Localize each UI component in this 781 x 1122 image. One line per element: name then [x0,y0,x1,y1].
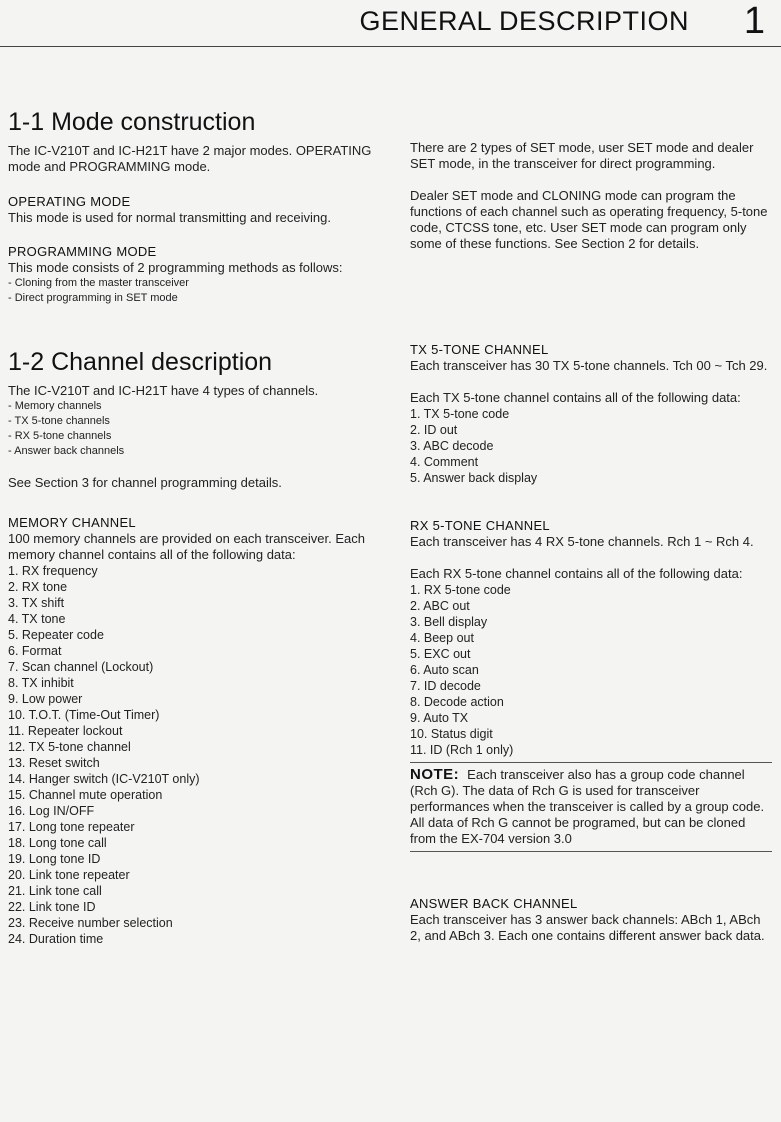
section-heading-mode-construction: 1-1 Mode construction [8,108,256,136]
list-item: 18. Long tone call [8,836,107,850]
list-item: 2. ID out [410,423,458,437]
list-item: 9. Low power [8,692,83,706]
list-item: 3. Bell display [410,615,488,629]
tx-channel-heading: TX 5-TONE CHANNEL [410,342,549,357]
list-item: 4. TX tone [8,612,66,626]
list-item: 11. Repeater lockout [8,724,123,738]
list-item: 3. TX shift [8,596,65,610]
operating-mode-heading: OPERATING MODE [8,194,131,209]
programming-methods-list [8,276,380,306]
page-title: GENERAL DESCRIPTION [359,6,689,36]
channel-types-list [8,399,380,459]
list-item: - Cloning from the master transceiver [8,277,189,289]
list-item: - RX 5-tone channels [8,430,112,442]
rx-channel-text: Each transceiver has 4 RX 5-tone channels. Rch 1 ~ Rch 4. [410,534,754,549]
list-item: 10. Status digit [410,727,493,741]
list-item: 13. Reset switch [8,756,100,770]
list-item: - Memory channels [8,400,102,412]
left-column [8,108,380,947]
operating-mode-text: This mode is used for normal transmitting and receiving. [8,210,331,225]
list-item: 6. Format [8,644,62,658]
list-item: 22. Link tone ID [8,900,96,914]
page-header [0,0,781,62]
programming-mode-text: This mode consists of 2 programming methods as follows: [8,260,343,275]
list-item: 7. Scan channel (Lockout) [8,660,154,674]
list-item: 23. Receive number selection [8,916,173,930]
tx-channel-text-2: Each TX 5-tone channel contains all of the following data: [410,390,741,405]
list-item: 9. Auto TX [410,711,469,725]
list-item: 24. Duration time [8,932,104,946]
note-label: NOTE: [410,766,460,783]
list-item: 4. Beep out [410,631,474,645]
list-item: 4. Comment [410,455,479,469]
list-item: 1. RX 5-tone code [410,583,511,597]
list-item: 10. T.O.T. (Time-Out Timer) [8,708,160,722]
rx-data-list [410,582,772,758]
list-item: 20. Link tone repeater [8,868,130,882]
list-item: 6. Auto scan [410,663,479,677]
see-section-text: See Section 3 for channel programming details. [8,475,282,490]
memory-channel-heading: MEMORY CHANNEL [8,515,136,530]
note-text: Each transceiver also has a group code channel (Rch G). The data of Rch G is used for transceiver performances when the transceiver is called by a group code. All data of Rch G cannot be programed, but can be cloned from the EX-704 version 3.0 [410,767,765,846]
list-item: 5. Answer back display [410,471,538,485]
tx-data-list [410,406,772,486]
mode-intro: The IC-V210T and IC-H21T have 2 major modes. OPERATING mode and PROGRAMMING mode. [8,143,372,174]
chapter-number: 1 [743,0,765,42]
memory-data-list [8,563,380,947]
right-column [410,140,772,944]
list-item: - Answer back channels [8,445,125,457]
list-item: 17. Long tone repeater [8,820,135,834]
list-item: 2. ABC out [410,599,470,613]
tx-channel-text: Each transceiver has 30 TX 5-tone channels. Tch 00 ~ Tch 29. [410,358,768,373]
rx-channel-text-2: Each RX 5-tone channel contains all of the following data: [410,566,743,581]
set-mode-paragraph: There are 2 types of SET mode, user SET mode and dealer SET mode, in the transceiver for direct programming. [410,140,754,171]
list-item: 8. Decode action [410,695,504,709]
list-item: 1. RX frequency [8,564,98,578]
dealer-set-paragraph: Dealer SET mode and CLONING mode can program the functions of each channel such as operating frequency, 5-tone code, CTCSS tone, etc. User SET mode can program only some of these functions. See Section 2 for details. [410,188,768,251]
list-item: 21. Link tone call [8,884,102,898]
list-item: 8. TX inhibit [8,676,74,690]
list-item: 11. ID (Rch 1 only) [410,743,514,757]
channel-intro: The IC-V210T and IC-H21T have 4 types of channels. [8,383,319,398]
answer-back-heading: ANSWER BACK CHANNEL [410,896,578,911]
list-item: 16. Log IN/OFF [8,804,95,818]
list-item: 1. TX 5-tone code [410,407,510,421]
section-heading-channel-description: 1-2 Channel description [8,348,273,376]
rx-channel-heading: RX 5-TONE CHANNEL [410,518,550,533]
list-item: 14. Hanger switch (IC-V210T only) [8,772,200,786]
list-item: 7. ID decode [410,679,481,693]
list-item: - TX 5-tone channels [8,415,110,427]
list-item: 5. Repeater code [8,628,104,642]
list-item: 5. EXC out [410,647,471,661]
list-item: 15. Channel mute operation [8,788,163,802]
note-box [410,767,772,847]
list-item: 2. RX tone [8,580,68,594]
list-item: - Direct programming in SET mode [8,292,178,304]
list-item: 12. TX 5-tone channel [8,740,131,754]
memory-channel-text: 100 memory channels are provided on each transceiver. Each memory channel contains all of the following data: [8,531,365,562]
list-item: 19. Long tone ID [8,852,101,866]
programming-mode-heading: PROGRAMMING MODE [8,244,157,259]
answer-back-text: Each transceiver has 3 answer back channels: ABch 1, ABch 2, and ABch 3. Each one contains different answer back data. [410,912,765,943]
header-rule [0,46,781,47]
list-item: 3. ABC decode [410,439,494,453]
